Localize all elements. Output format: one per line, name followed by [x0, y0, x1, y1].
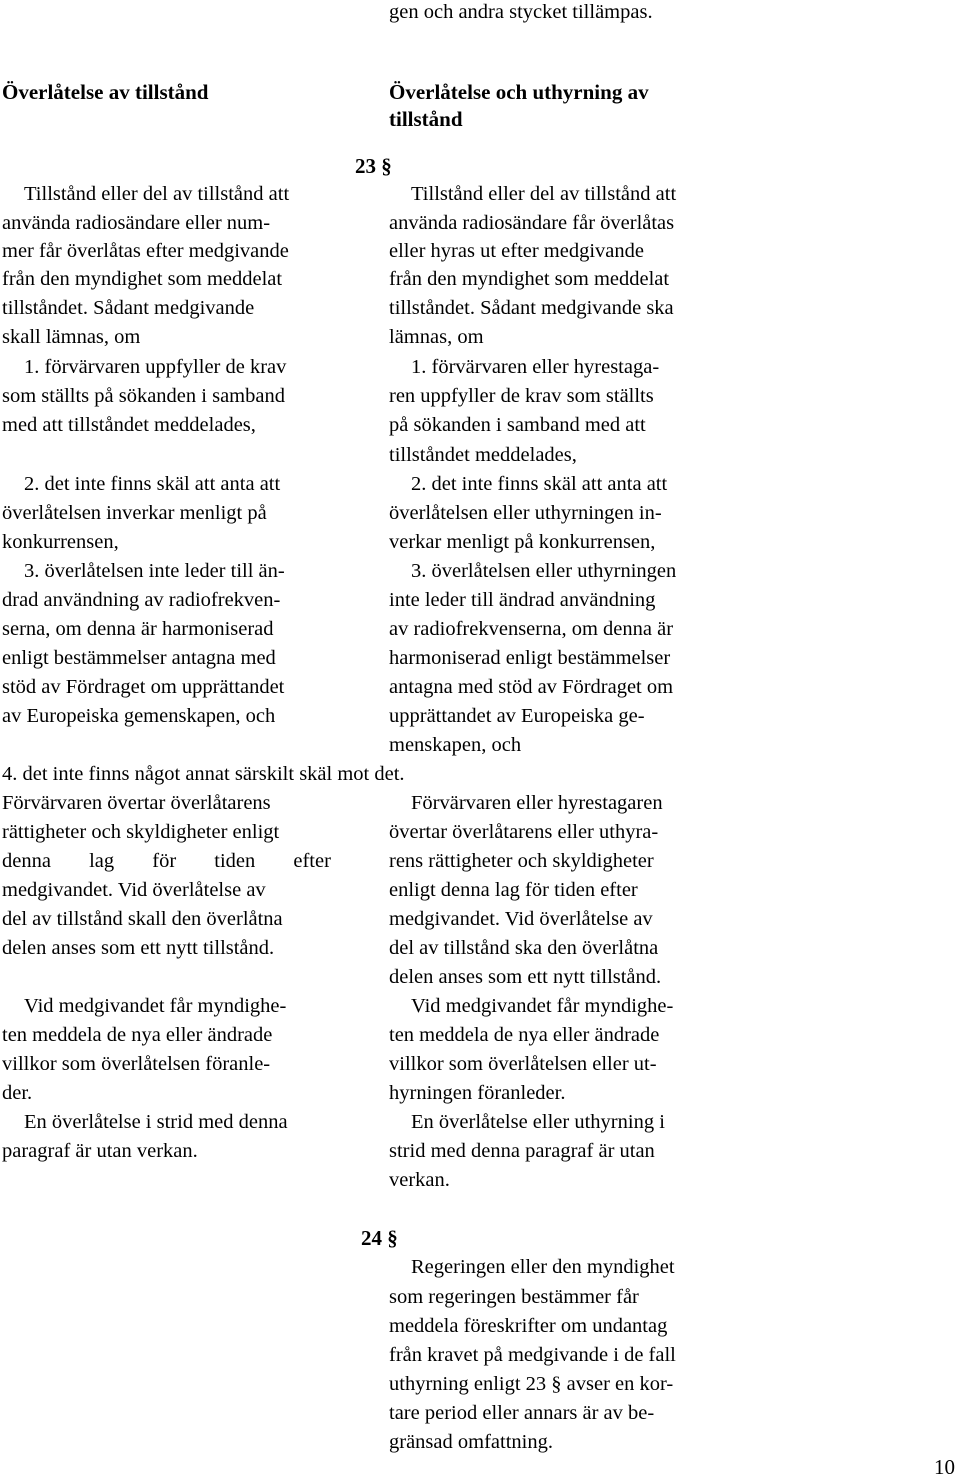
section-23-label: 23 § [355, 154, 392, 178]
continued-text-line: gen och andra stycket tillämpas. [389, 1, 653, 23]
right-line: En överlåtelse eller uthyrning i [411, 1111, 665, 1133]
right-heading-line-2: tillstånd [389, 107, 463, 131]
right-heading-line-1: Överlåtelse och uthyrning av [389, 80, 649, 104]
left-line: En överlåtelse i strid med denna [24, 1111, 288, 1133]
section-24-line: som regeringen bestämmer får [389, 1286, 639, 1308]
left-line: med att tillståndet meddelades, [2, 414, 256, 436]
left-line: drad användning av radiofrekven- [2, 589, 281, 611]
left-line: 1. förvärvaren uppfyller de krav [24, 356, 287, 378]
left-line: som ställts på sökanden i samband [2, 385, 285, 407]
right-line: 2. det inte finns skäl att anta att [411, 473, 668, 495]
right-line: Tillstånd eller del av tillstånd att [411, 183, 677, 205]
right-line: verkar menligt på konkurrensen, [389, 531, 656, 553]
left-line: skall lämnas, om [2, 326, 141, 348]
left-line: Förvärvaren övertar överlåtarens [2, 792, 271, 814]
right-line: övertar överlåtarens eller uthyra- [389, 821, 659, 843]
left-line: överlåtelsen inverkar menligt på [2, 502, 267, 524]
right-line: Vid medgivandet får myndighe- [411, 995, 674, 1017]
left-line: Vid medgivandet får myndighe- [24, 995, 287, 1017]
right-line: menskapen, och [389, 734, 522, 756]
left-line: ten meddela de nya eller ändrade [2, 1024, 273, 1046]
left-line: 3. överlåtelsen inte leder till än- [24, 560, 285, 582]
section-24-label: 24 § [361, 1226, 398, 1250]
right-line: strid med denna paragraf är utan [389, 1140, 655, 1162]
shared-line-item-4: 4. det inte finns något annat särskilt skäl mot det. [2, 763, 405, 785]
right-line: lämnas, om [389, 326, 484, 348]
left-line: villkor som överlåtelsen föranle- [2, 1053, 271, 1075]
right-line: 1. förvärvaren eller hyrestaga- [411, 356, 660, 378]
right-line: från den myndighet som meddelat [389, 268, 670, 290]
right-line: inte leder till ändrad användning [389, 589, 656, 611]
right-line: på sökanden i samband med att [389, 414, 646, 436]
section-24-line: tare period eller annars är av be- [389, 1402, 655, 1424]
right-line: verkan. [389, 1169, 450, 1191]
section-24-line: gränsad omfattning. [389, 1431, 553, 1453]
left-line: medgivandet. Vid överlåtelse av [2, 879, 266, 901]
right-line: tillståndet. Sådant medgivande ska [389, 297, 674, 319]
left-line: konkurrensen, [2, 531, 119, 553]
left-line: del av tillstånd skall den överlåtna [2, 908, 283, 930]
right-line: tillståndet meddelades, [389, 444, 577, 466]
left-line: stöd av Fördraget om upprättandet [2, 676, 285, 698]
left-line: delen anses som ett nytt tillstånd. [2, 937, 275, 959]
left-line: av Europeiska gemenskapen, och [2, 705, 276, 727]
right-line: eller hyras ut efter medgivande [389, 240, 644, 262]
left-line: mer får överlåtas efter medgivande [2, 240, 289, 262]
section-24-line: meddela föreskrifter om undantag [389, 1315, 668, 1337]
right-line: rens rättigheter och skyldigheter [389, 850, 654, 872]
right-line: av radiofrekvenserna, om denna är [389, 618, 674, 640]
right-line: enligt denna lag för tiden efter [389, 879, 638, 901]
right-line: antagna med stöd av Fördraget om [389, 676, 674, 698]
left-line: der. [2, 1082, 33, 1104]
left-line: paragraf är utan verkan. [2, 1140, 198, 1162]
right-line: 3. överlåtelsen eller uthyrningen [411, 560, 677, 582]
left-line: serna, om denna är harmoniserad [2, 618, 274, 640]
left-line: enligt bestämmelser antagna med [2, 647, 276, 669]
left-line: från den myndighet som meddelat [2, 268, 283, 290]
left-line: 2. det inte finns skäl att anta att [24, 473, 281, 495]
section-24-line: Regeringen eller den myndighet [411, 1256, 675, 1278]
right-line: ren uppfyller de krav som ställts [389, 385, 654, 407]
left-line: denna lag för tiden efter [2, 850, 331, 872]
left-line: använda radiosändare eller num- [2, 212, 271, 234]
right-line: delen anses som ett nytt tillstånd. [389, 966, 662, 988]
left-line: rättigheter och skyldigheter enligt [2, 821, 280, 843]
right-line: harmoniserad enligt bestämmelser [389, 647, 671, 669]
right-line: Förvärvaren eller hyrestagaren [411, 792, 663, 814]
right-line: medgivandet. Vid överlåtelse av [389, 908, 653, 930]
right-line: del av tillstånd ska den överlåtna [389, 937, 659, 959]
right-line: överlåtelsen eller uthyrningen in- [389, 502, 662, 524]
left-line: Tillstånd eller del av tillstånd att [24, 183, 290, 205]
right-line: hyrningen föranleder. [389, 1082, 566, 1104]
left-heading: Överlåtelse av tillstånd [2, 80, 209, 104]
right-line: upprättandet av Europeiska ge- [389, 705, 645, 727]
right-line: villkor som överlåtelsen eller ut- [389, 1053, 657, 1075]
left-line: tillståndet. Sådant medgivande [2, 297, 255, 319]
section-24-line: från kravet på medgivande i de fall [389, 1344, 676, 1366]
right-line: använda radiosändare får överlåtas [389, 212, 675, 234]
right-line: ten meddela de nya eller ändrade [389, 1024, 660, 1046]
section-24-line: uthyrning enligt 23 § avser en kor- [389, 1373, 674, 1395]
page-number: 10 [934, 1455, 955, 1479]
